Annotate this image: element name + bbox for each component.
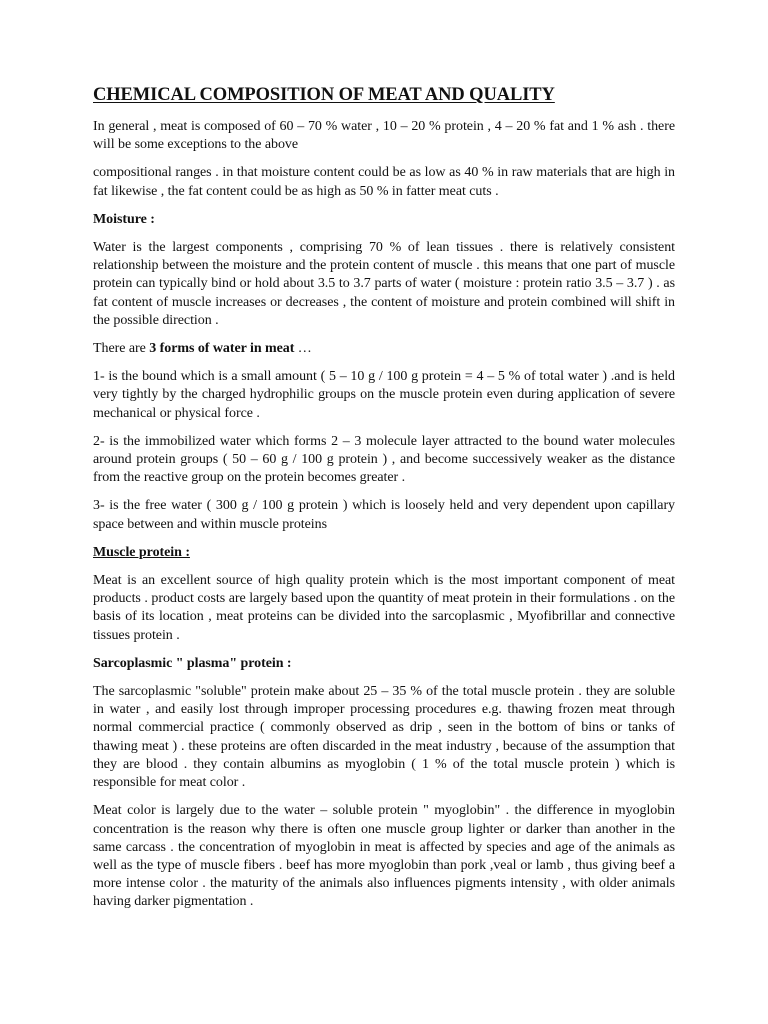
document-title: CHEMICAL COMPOSITION OF MEAT AND QUALITY [93,85,555,105]
water-form-item-2: 2- is the immobilized water which forms 2 – 3 molecule layer attracted to the bound water molecules around protein groups ( 50 – 60 g / 100 g protein ) , and become successively weaker as the distance from the reactive group on the protein becomes greater . [93,433,675,486]
sarcoplasmic-paragraph-2: Meat color is largely due to the water – soluble protein " myoglobin" . the difference in myoglobin concentration is the reason why there is often one muscle group lighter or darker than another in the same carcass . the concentration of myoglobin in meat is affected by species and age of the animals as well as the type of muscle fibers . beef has more myoglobin than pork ,veal or lamb , thus giving beef a more intense color . the maturity of the animals also influences pigments intensity , with older animals having darker pigmentation . [93,803,675,910]
water-forms-bold: 3 forms of water in meat [149,341,295,357]
sarcoplasmic-heading: Sarcoplasmic " plasma" protein : [93,655,292,671]
sarcoplasmic-paragraph-1: The sarcoplasmic "soluble" protein make about 25 – 35 % of the total muscle protein . they are soluble in water , and easily lost through improper processing procedures e.g. thawing frozen meat through normal commercial practice ( commonly observed as drip , seen in the bottom of bins or tanks of thawing meat ) . these proteins are often discarded in the meat industry , because of the assumption that they are blood . they contain albumins as myoglobin ( 1 % of the total muscle protein ) which is responsible for meat color . [93,684,675,791]
muscle-protein-heading: Muscle protein : [93,544,190,560]
document-page [93,84,675,922]
muscle-protein-paragraph: Meat is an excellent source of high quality protein which is the most important component of meat products . product costs are largely based upon the quantity of meat protein in their formulations . on the basis of its location , meat proteins can be divided into the sarcoplasmic , Myofibrillar and connective tissues protein . [93,573,675,643]
water-forms-intro [93,340,675,358]
moisture-heading: Moisture : [93,211,155,227]
water-forms-prefix: There are [93,341,150,357]
intro-paragraph-2: compositional ranges . in that moisture content could be as low as 40 % in raw materials that are high in fat likewise , the fat content could be as high as 50 % in fatter meat cuts . [93,165,675,199]
water-forms-suffix: … [294,341,312,357]
water-form-item-1: 1- is the bound which is a small amount ( 5 – 10 g / 100 g protein = 4 – 5 % of total water ) .and is held very tightly by the charged hydrophilic groups on the muscle protein even during application of severe mechanical or physical force . [93,369,675,421]
water-form-item-3: 3- is the free water ( 300 g / 100 g protein ) which is loosely held and very dependent upon capillary space between and within muscle proteins [93,498,675,532]
moisture-paragraph: Water is the largest components , comprising 70 % of lean tissues . there is relatively consistent relationship between the moisture and the protein content of muscle . this means that one part of muscle protein can typically bind or hold about 3.5 to 3.7 parts of water ( moisture : protein ratio 3.5 – 3.7 ) . as fat content of muscle increases or decreases , the content of moisture and protein combined will shift in the possible direction . [93,240,675,328]
intro-paragraph-1: In general , meat is composed of 60 – 70 % water , 10 – 20 % protein , 4 – 20 % fat and 1 % ash . there will be some exceptions to the above [93,119,675,153]
